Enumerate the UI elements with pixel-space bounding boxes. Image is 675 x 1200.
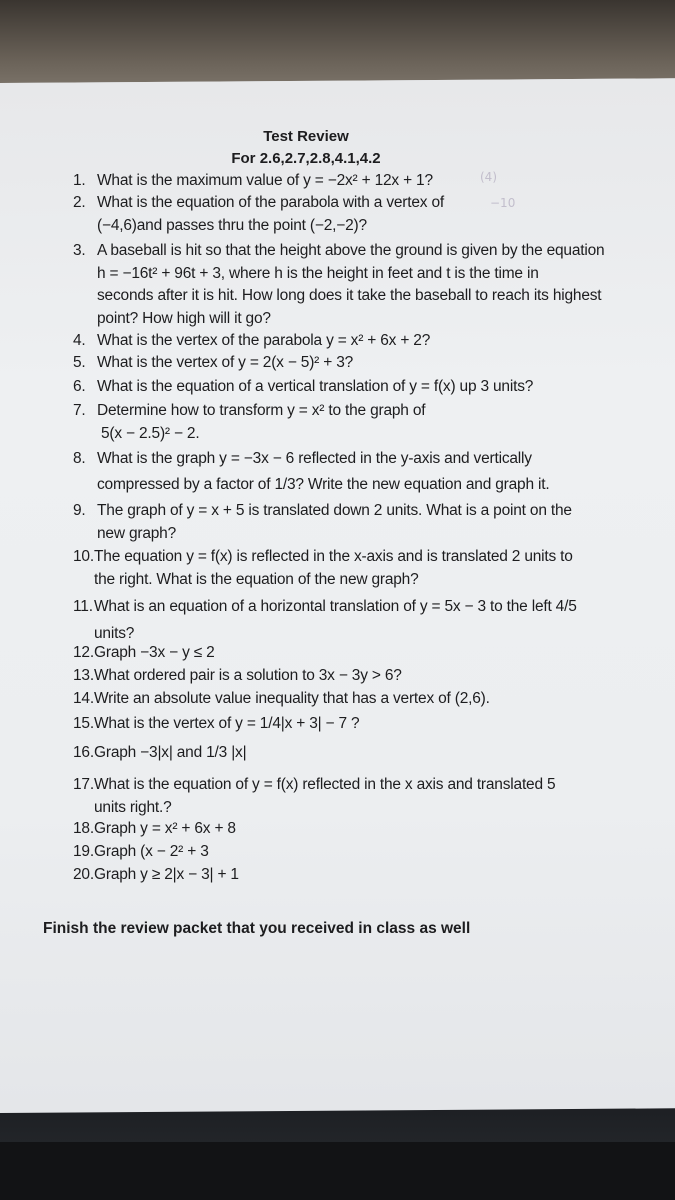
question-line: What is the maximum value of y = −2x² + 12x + 1? bbox=[97, 172, 433, 189]
question-number: 17. bbox=[73, 776, 94, 793]
question-line: Graph (x − 2² + 3 bbox=[94, 843, 209, 860]
question-line: Graph −3|x| and 1/3 |x| bbox=[94, 744, 247, 761]
question-line: What is the equation of y = f(x) reflected in the x axis and translated 5 bbox=[94, 776, 556, 793]
question-line: The equation y = f(x) is reflected in the x-axis and is translated 2 units to bbox=[94, 548, 573, 565]
question-line: What is an equation of a horizontal translation of y = 5x − 3 to the left 4/5 bbox=[94, 598, 577, 615]
question-line: What is the graph y = −3x − 6 reflected in the y-axis and vertically bbox=[97, 450, 532, 467]
question-number: 6. bbox=[73, 378, 86, 395]
question-line: What is the equation of the parabola with a vertex of bbox=[97, 194, 444, 211]
question-number: 14. bbox=[73, 690, 94, 707]
question-line: What ordered pair is a solution to 3x − 3y > 6? bbox=[94, 667, 402, 684]
question-number: 11. bbox=[73, 598, 93, 615]
question-line: What is the vertex of y = 1/4|x + 3| − 7 ? bbox=[94, 715, 360, 732]
question-line: The graph of y = x + 5 is translated down 2 units. What is a point on the bbox=[97, 502, 572, 519]
question-number: 9. bbox=[73, 502, 86, 519]
question-number: 15. bbox=[73, 715, 94, 732]
question-line: Graph −3x − y ≤ 2 bbox=[94, 644, 215, 661]
question-number: 18. bbox=[73, 820, 94, 837]
question-line: Write an absolute value inequality that has a vertex of (2,6). bbox=[94, 690, 490, 707]
question-line: the right. What is the equation of the new graph? bbox=[94, 570, 419, 588]
question-line: Determine how to transform y = x² to the graph of bbox=[97, 402, 426, 419]
question-line: Graph y ≥ 2|x − 3| + 1 bbox=[94, 866, 239, 883]
question-number: 3. bbox=[73, 242, 86, 259]
question-line: 5(x − 2.5)² − 2. bbox=[101, 424, 200, 442]
question-number: 20. bbox=[73, 866, 94, 883]
question-number: 13. bbox=[73, 667, 94, 684]
question-line: compressed by a factor of 1/3? Write the new equation and graph it. bbox=[97, 475, 550, 493]
question-number: 10. bbox=[73, 548, 94, 565]
question-number: 16. bbox=[73, 744, 94, 761]
handwritten-note: (4) bbox=[480, 170, 497, 184]
question-number: 19. bbox=[73, 843, 94, 860]
question-number: 12. bbox=[73, 644, 94, 661]
question-number: 2. bbox=[73, 194, 86, 211]
question-line: (−4,6)and passes thru the point (−2,−2)? bbox=[97, 216, 367, 234]
handwritten-note: −10 bbox=[490, 196, 516, 210]
question-line: h = −16t² + 96t + 3, where h is the height in feet and t is the time in bbox=[97, 264, 539, 282]
question-number: 8. bbox=[73, 450, 86, 467]
question-number: 7. bbox=[73, 402, 86, 419]
question-number: 4. bbox=[73, 332, 86, 349]
question-line: units right.? bbox=[94, 798, 172, 816]
question-line: A baseball is hit so that the height above the ground is given by the equation bbox=[97, 242, 605, 259]
page-subtitle: For 2.6,2.7,2.8,4.1,4.2 bbox=[231, 150, 381, 167]
question-line: What is the equation of a vertical translation of y = f(x) up 3 units? bbox=[97, 378, 534, 395]
question-line: new graph? bbox=[97, 524, 177, 542]
question-line: Graph y = x² + 6x + 8 bbox=[94, 820, 236, 837]
question-number: 5. bbox=[73, 354, 86, 371]
question-line: units? bbox=[94, 624, 135, 642]
question-line: What is the vertex of the parabola y = x² + 6x + 2? bbox=[97, 332, 431, 349]
page-title: Test Review bbox=[263, 128, 349, 145]
question-line: seconds after it is hit. How long does it take the baseball to reach its highest bbox=[97, 287, 602, 304]
question-number: 1. bbox=[73, 172, 86, 189]
question-line: What is the vertex of y = 2(x − 5)² + 3? bbox=[97, 354, 354, 371]
question-line: point? How high will it go? bbox=[97, 309, 271, 327]
footer-note: Finish the review packet that you received in class as well bbox=[43, 920, 471, 937]
